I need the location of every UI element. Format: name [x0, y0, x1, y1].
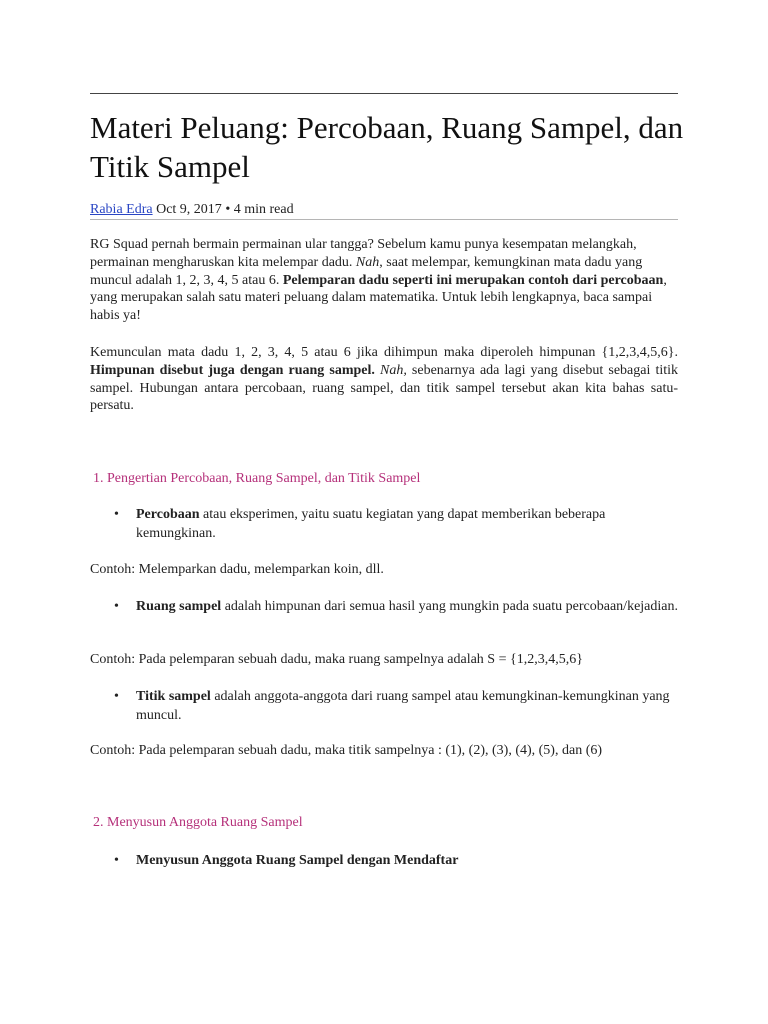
- bullet-icon: •: [114, 599, 119, 614]
- section-2-heading: 2. Menyusun Anggota Ruang Sampel: [93, 815, 303, 830]
- term-description: atau eksperimen, yaitu suatu kegiatan yang dapat memberikan beberapa kemungkinan.: [136, 507, 606, 541]
- term-mendaftar: Menyusun Anggota Ruang Sampel dengan Mendaftar: [136, 853, 459, 868]
- intro-bold: Himpunan disebut juga dengan ruang sampel.: [90, 362, 375, 378]
- publish-date: Oct 9, 2017: [156, 202, 222, 217]
- intro-text: RG Squad pernah bermain permainan ular tangga? Sebelum kamu punya kesempatan melangkah, permainan mengharuskan kita melempar dadu.: [90, 237, 637, 270]
- read-time: 4 min read: [233, 202, 294, 217]
- intro-text: sebenarnya ada lagi yang disebut sebagai titik sampel. Hubungan antara percobaan, ruang sampel, dan titik sampel tersebut akan kita bahas satu-persatu.: [90, 362, 678, 414]
- list-item-text: [136, 597, 680, 616]
- intro-paragraph-2: [90, 344, 678, 415]
- intro-text: Kemunculan mata dadu 1, 2, 3, 4, 5 atau 6 jika dihimpun maka diperoleh himpunan {1,2,3,4,5,6}.: [90, 345, 678, 360]
- example-ruang-sampel: Contoh: Pada pelemparan sebuah dadu, maka ruang sampelnya adalah S = {1,2,3,4,5,6}: [90, 652, 583, 667]
- bullet-icon: •: [114, 507, 119, 522]
- list-item-text: [136, 505, 680, 543]
- example-titik-sampel: Contoh: Pada pelemparan sebuah dadu, maka titik sampelnya : (1), (2), (3), (4), (5), dan (6): [90, 743, 603, 758]
- intro-emphasis: Nah,: [379, 362, 407, 378]
- list-item-text: [136, 851, 680, 870]
- intro-emphasis: Nah: [355, 254, 380, 270]
- intro-bold: Pelemparan dadu seperti ini merupakan contoh dari percobaan: [282, 272, 664, 288]
- top-divider: [90, 93, 678, 94]
- article-title: Materi Peluang: Percobaan, Ruang Sampel, dan Titik Sampel: [90, 110, 684, 184]
- section-1-heading: 1. Pengertian Percobaan, Ruang Sampel, dan Titik Sampel: [93, 471, 421, 486]
- term-ruang-sampel: Ruang sampel: [136, 599, 222, 614]
- term-description: adalah himpunan dari semua hasil yang mungkin pada suatu percobaan/kejadian.: [221, 599, 678, 614]
- bullet-icon: •: [114, 853, 119, 868]
- term-percobaan: Percobaan: [136, 507, 200, 522]
- term-description: adalah anggota-anggota dari ruang sampel atau kemungkinan-kemungkinan yang muncul.: [136, 689, 670, 723]
- intro-paragraph-1: [90, 236, 678, 325]
- intro-text: , saat melempar, kemungkinan mata dadu yang muncul adalah 1, 2, 3, 4, 5 atau 6.: [90, 254, 643, 288]
- byline: [90, 201, 294, 219]
- bullet-icon: •: [114, 689, 119, 704]
- intro-text: , yang merupakan salah satu materi peluang dalam matematika. Untuk lebih lengkapnya, baca sampai habis ya!: [90, 272, 667, 324]
- author-link[interactable]: Rabia Edra: [90, 202, 153, 217]
- byline-separator: •: [221, 202, 234, 217]
- byline-divider: [90, 219, 678, 220]
- list-item-text: [136, 687, 680, 725]
- example-percobaan: Contoh: Melemparkan dadu, melemparkan koin, dll.: [90, 562, 384, 577]
- term-titik-sampel: Titik sampel: [136, 689, 211, 704]
